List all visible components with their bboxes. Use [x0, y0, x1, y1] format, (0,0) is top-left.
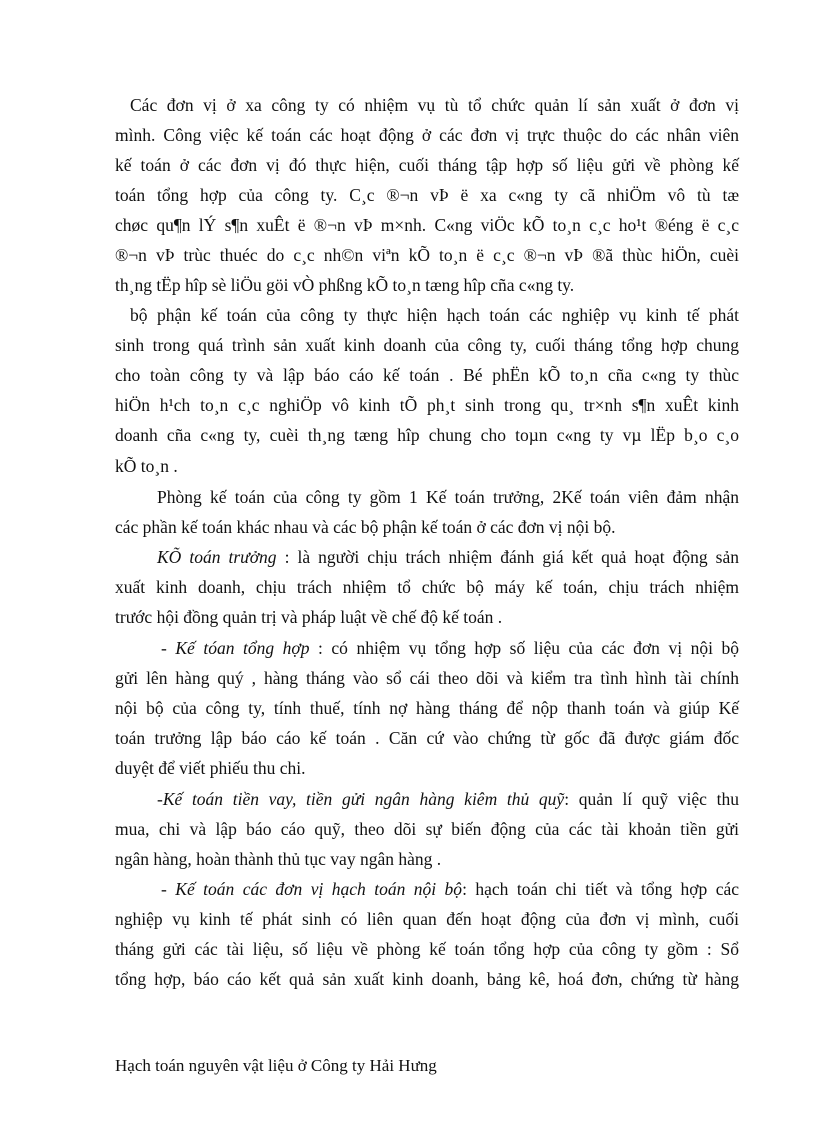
paragraph-1-line-5: chøc qu¶n lÝ s¶n xuÊt ë ®¬n vÞ m×nh. C«ng viÖc kÕ to¸n c¸c ho¹t ®éng ë c¸c	[115, 215, 739, 235]
paragraph-3-line-1: Phòng kế toán của công ty gồm 1 Kế toán trưởng, 2Kế toán viên đảm nhận	[157, 487, 739, 507]
paragraph-2-line-5: doanh cña c«ng ty, cuèi th¸ng tæng hîp chung cho toµn c«ng ty vµ lËp b¸o c¸o	[115, 425, 739, 445]
paragraph-5-line-1	[161, 638, 739, 659]
paragraph-6-line-2: mua, chi và lập báo cáo quỹ, theo dõi sự biến động của các tài khoản tiền gửi	[115, 819, 739, 839]
internal-units-accountant-heading: Kế toán các đơn vị hạch toán nội bộ	[175, 879, 463, 899]
paragraph-7-prefix: -	[161, 879, 176, 899]
paragraph-2-line-3: cho toàn công ty và lập báo cáo kế toán . Bé phËn kÕ to¸n cña c«ng ty thùc	[115, 365, 739, 385]
paragraph-1-line-4: toán tổng hợp của công ty. C¸c ®¬n vÞ ë xa c«ng ty cã nhiÖm vô tù tæ	[115, 185, 739, 205]
paragraph-7-line-4: tổng hợp, báo cáo kết quả sản xuất kinh doanh, bảng kê, hoá đơn, chứng từ hàng	[115, 969, 739, 989]
general-accountant-heading: Kế tóan tổng hợp	[175, 638, 310, 658]
paragraph-5-prefix: -	[161, 638, 176, 658]
paragraph-4-line-3: trước hội đồng quản trị và pháp luật về chế độ kế toán .	[115, 607, 503, 627]
paragraph-7-line-1	[161, 879, 739, 900]
paragraph-7-line-1-text: : hạch toán chi tiết và tổng hợp các	[462, 879, 739, 899]
page-footer: Hạch toán nguyên vật liệu ở Công ty Hải Hưng	[115, 1056, 437, 1075]
paragraph-1-line-6: ®¬n vÞ trùc thuéc do c¸c nh©n viªn kÕ to¸n ë c¸c ®¬n vÞ ®ã thùc hiÖn, cuèi	[115, 245, 739, 265]
paragraph-1-line-2: mình. Công việc kế toán các hoạt động ở các đơn vị trực thuộc do các nhân viên	[115, 125, 739, 145]
paragraph-7-line-2: nghiệp vụ kinh tế phát sinh có liên quan đến hoạt động của đơn vị mình, cuối	[115, 909, 739, 929]
paragraph-7-line-3: tháng gửi các tài liệu, số liệu về phòng kế toán tổng hợp của công ty gồm : Sổ	[115, 939, 739, 959]
paragraph-1-line-1: Các đơn vị ở xa công ty có nhiệm vụ tù tổ chức quản lí sản xuất ở đơn vị	[130, 95, 739, 115]
paragraph-6-prefix: -	[157, 789, 163, 809]
paragraph-2-line-2: sinh trong quá trình sản xuất kinh doanh của công ty, cuối tháng tổng hợp chung	[115, 335, 739, 355]
paragraph-2-line-4: hiÖn h¹ch to¸n c¸c nghiÖp vô kinh tÕ ph¸t sinh trong qu¸ tr×nh s¶n xuÊt kinh	[115, 395, 739, 415]
paragraph-4-line-2: xuất kinh doanh, chịu trách nhiệm tổ chức bộ máy kế toán, chịu trách nhiệm	[115, 577, 739, 597]
paragraph-4-line-1-text: : là người chịu trách nhiệm đánh giá kết quả hoạt động sản	[276, 547, 739, 567]
paragraph-2-line-6: kÕ to¸n .	[115, 456, 178, 476]
loan-deposit-cashier-heading: Kế toán tiền vay, tiền gửi ngân hàng kiêm thủ quỹ	[162, 789, 565, 809]
paragraph-6-line-1	[157, 789, 739, 810]
paragraph-6-line-3: ngân hàng, hoàn thành thủ tục vay ngân hàng .	[115, 849, 442, 869]
paragraph-5-line-3: nội bộ của công ty, tính thuế, tính nợ hàng tháng để nộp thanh toán và giúp Kế	[115, 698, 739, 718]
paragraph-5-line-4: toán trưởng lập báo cáo kế toán . Căn cứ vào chứng từ gốc đã được giám đốc	[115, 728, 739, 748]
paragraph-2-line-1: bộ phận kế toán của công ty thực hiện hạch toán các nghiệp vụ kinh tế phát	[130, 305, 739, 325]
paragraph-1-line-3: kế toán ở các đơn vị đó thực hiện, cuối tháng tập hợp số liệu gửi về phòng kế	[115, 155, 739, 175]
paragraph-5-line-2: gửi lên hàng quý , hàng tháng vào sổ cái theo dõi và kiểm tra tình hình tài chính	[115, 668, 739, 688]
paragraph-6-line-1-text: : quản lí quỹ việc thu	[564, 789, 739, 809]
paragraph-5-line-1-text: : có nhiệm vụ tổng hợp số liệu của các đơn vị nội bộ	[309, 638, 739, 658]
chief-accountant-heading: KÕ toán trưởng	[157, 547, 277, 567]
paragraph-3-line-2: các phần kế toán khác nhau và các bộ phận kế toán ở các đơn vị nội bộ.	[115, 517, 616, 537]
paragraph-5-line-5: duyệt để viết phiếu thu chi.	[115, 758, 306, 778]
paragraph-1-line-7: th¸ng tËp hîp sè liÖu göi vÒ phßng kÕ to¸n tæng hîp cña c«ng ty.	[115, 275, 575, 295]
paragraph-4-line-1	[157, 547, 739, 568]
